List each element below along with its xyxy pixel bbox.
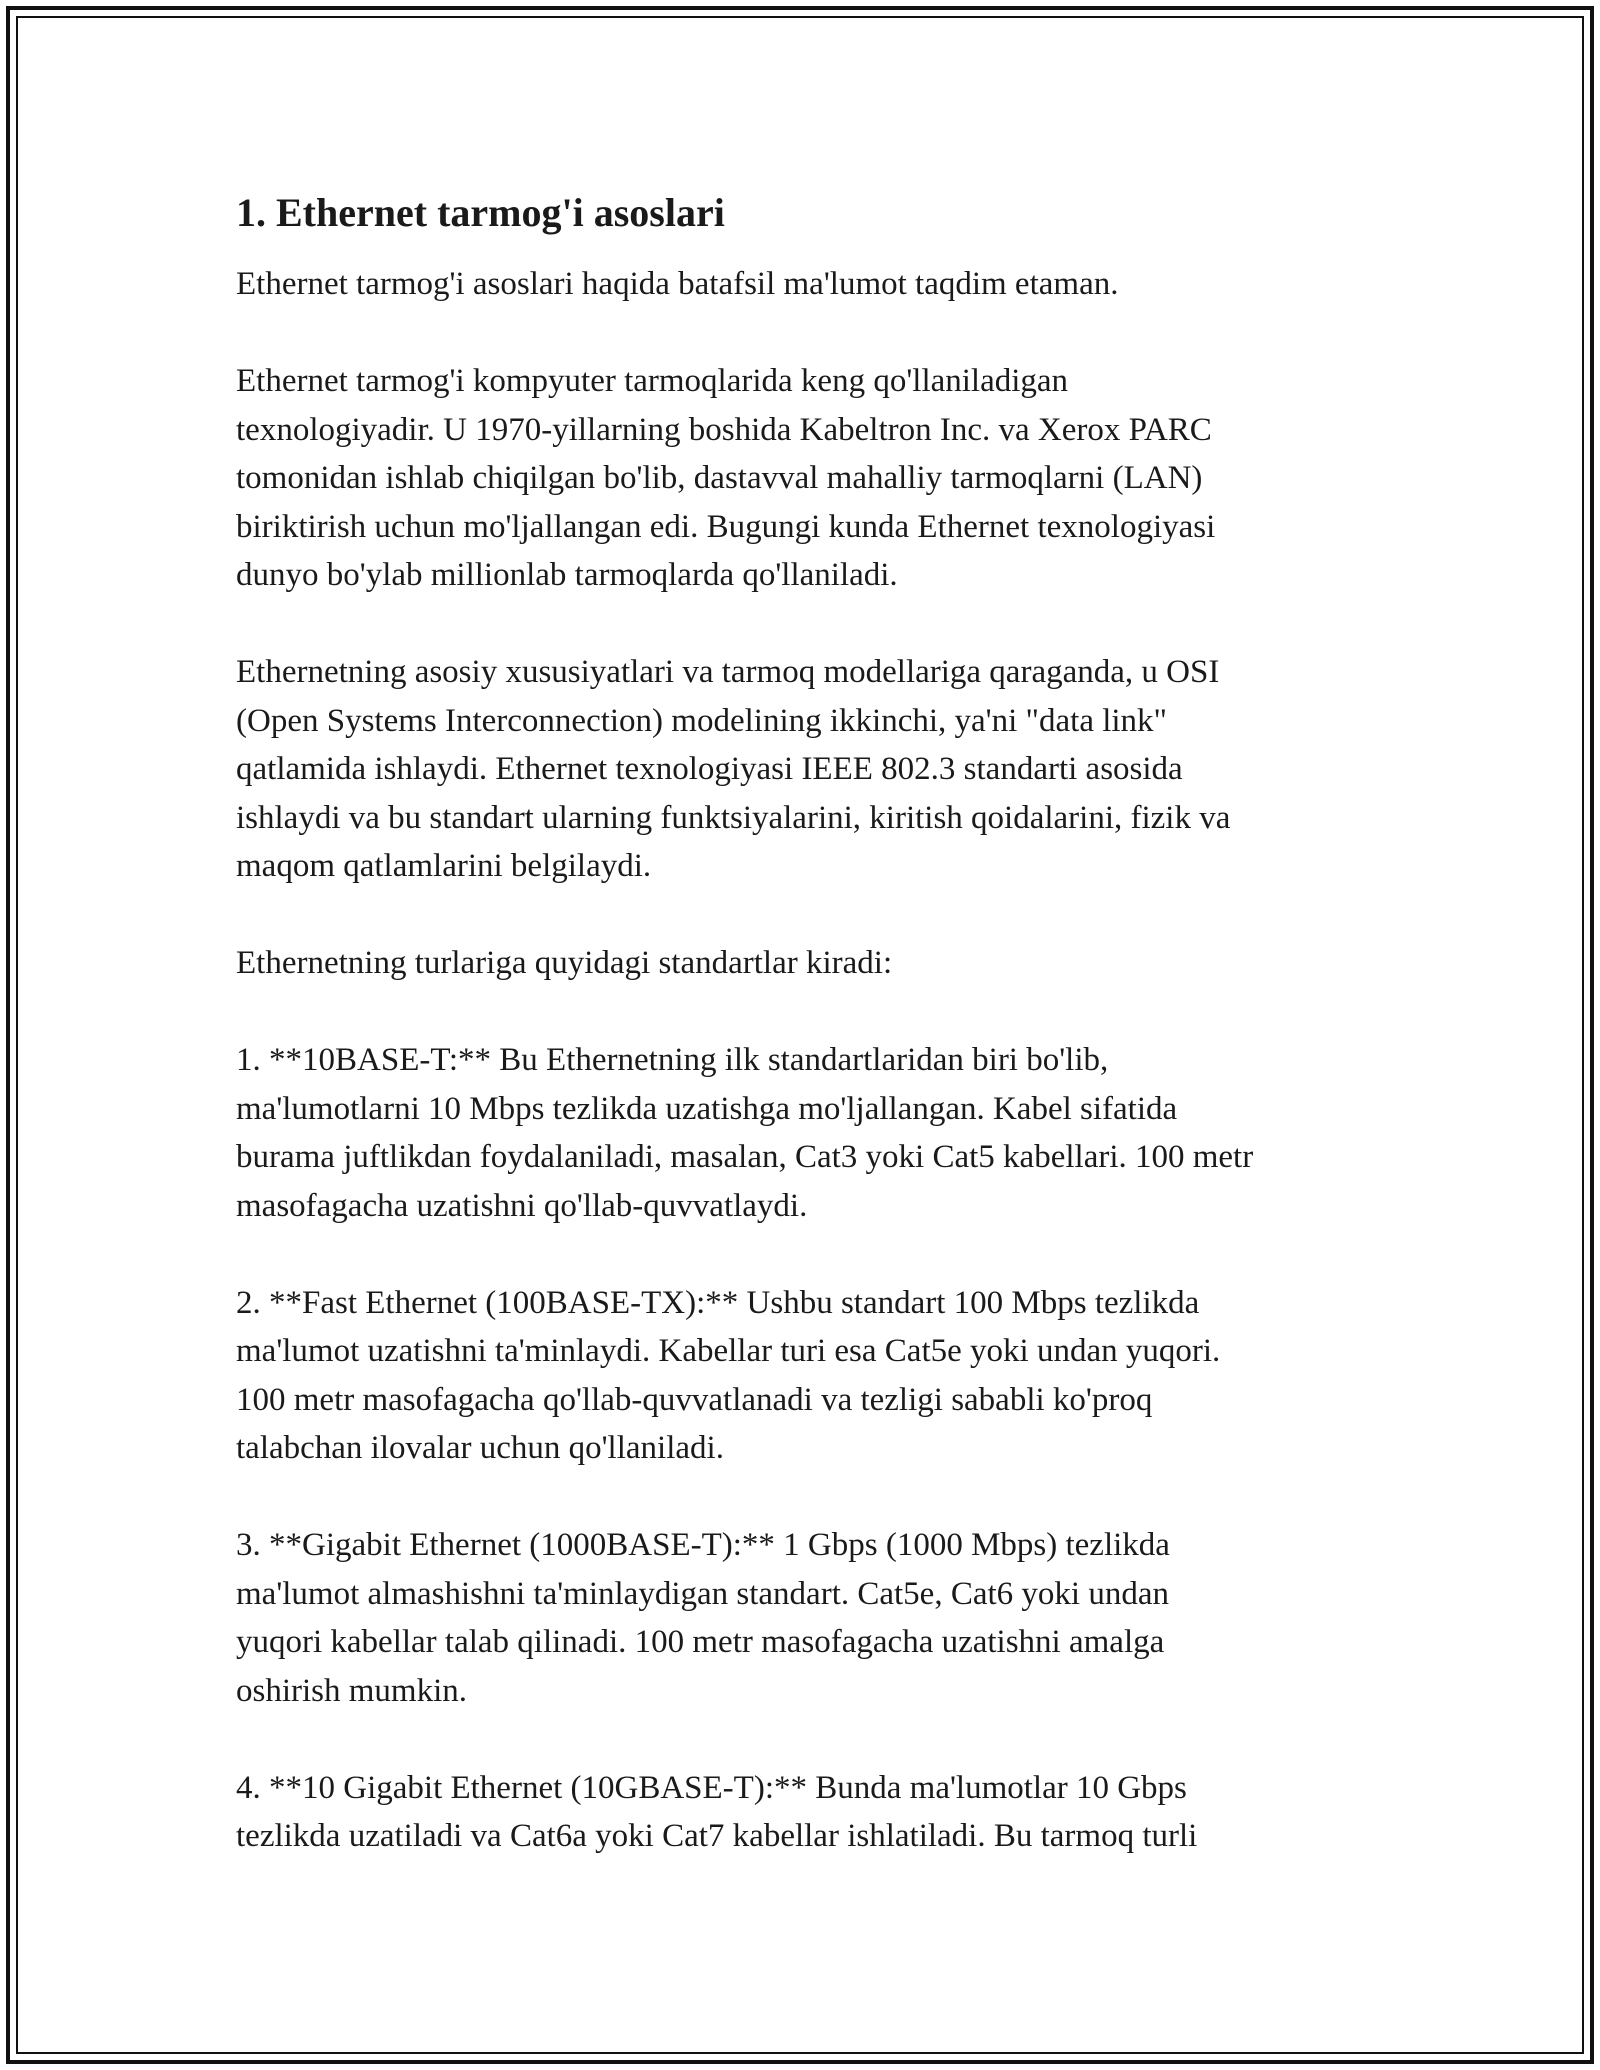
list-item-10-gigabit-ethernet: 4. **10 Gigabit Ethernet (10GBASE-T):** Bunda ma'lumotlar 10 Gbps tezlikda uzatiladi va Cat6a yoki Cat7 kabellar ishlatiladi. Bu tarmoq turli	[236, 1769, 1198, 1854]
paragraph-history: Ethernet tarmog'i kompyuter tarmoqlarida keng qo'llaniladigan texnologiyadir. U 1970-yillarning boshida Kabeltron Inc. va Xerox PARC tomonidan ishlab chiqilgan bo'lib, dastavval mahalliy tarmoqlarni (LAN) biriktirish uchun mo'ljallangan edi. Bugungi kunda Ethernet texnologiyasi dunyo bo'ylab millionlab tarmoqlarda qo'llaniladi.	[236, 363, 1216, 593]
paragraph-osi: Ethernetning asosiy xususiyatlari va tarmoq modellariga qaraganda, u OSI (Open Systems Interconnection) modelining ikkinchi, ya'ni "data link" qatlamida ishlaydi. Ethernet texnologiyasi IEEE 802.3 standarti asosida ishlaydi va bu standart ularning funktsiyalarini, kiritish qoidalarini, fizik va maqom qatlamlarini belgilaydi.	[236, 654, 1231, 884]
paragraph-types-intro: Ethernetning turlariga quyidagi standartlar kiradi:	[236, 945, 893, 981]
document-body	[236, 188, 1376, 1861]
document-title: 1. Ethernet tarmog'i asoslari	[236, 190, 725, 235]
list-item-fast-ethernet: 2. **Fast Ethernet (100BASE-TX):** Ushbu standart 100 Mbps tezlikda ma'lumot uzatishni ta'minlaydi. Kabellar turi esa Cat5e yoki undan yuqori. 100 metr masofagacha qo'llab-quvvatlanadi va tezligi sababli ko'proq talabchan ilovalar uchun qo'llaniladi.	[236, 1284, 1221, 1466]
list-item-10base-t: 1. **10BASE-T:** Bu Ethernetning ilk standartlaridan biri bo'lib, ma'lumotlarni 10 Mbps tezlikda uzatishga mo'ljallangan. Kabel sifatida burama juftlikdan foydalaniladi, masalan, Cat3 yoki Cat5 kabellari. 100 metr masofagacha uzatishni qo'llab-quvvatlaydi.	[236, 1042, 1254, 1224]
list-item-gigabit-ethernet: 3. **Gigabit Ethernet (1000BASE-T):** 1 Gbps (1000 Mbps) tezlikda ma'lumot almashishni ta'minlaydigan standart. Cat5e, Cat6 yoki undan yuqori kabellar talab qilinadi. 100 metr masofagacha uzatishni amalga oshirish mumkin.	[236, 1527, 1170, 1709]
paragraph-intro: Ethernet tarmog'i asoslari haqida batafsil ma'lumot taqdim etaman.	[236, 266, 1119, 302]
